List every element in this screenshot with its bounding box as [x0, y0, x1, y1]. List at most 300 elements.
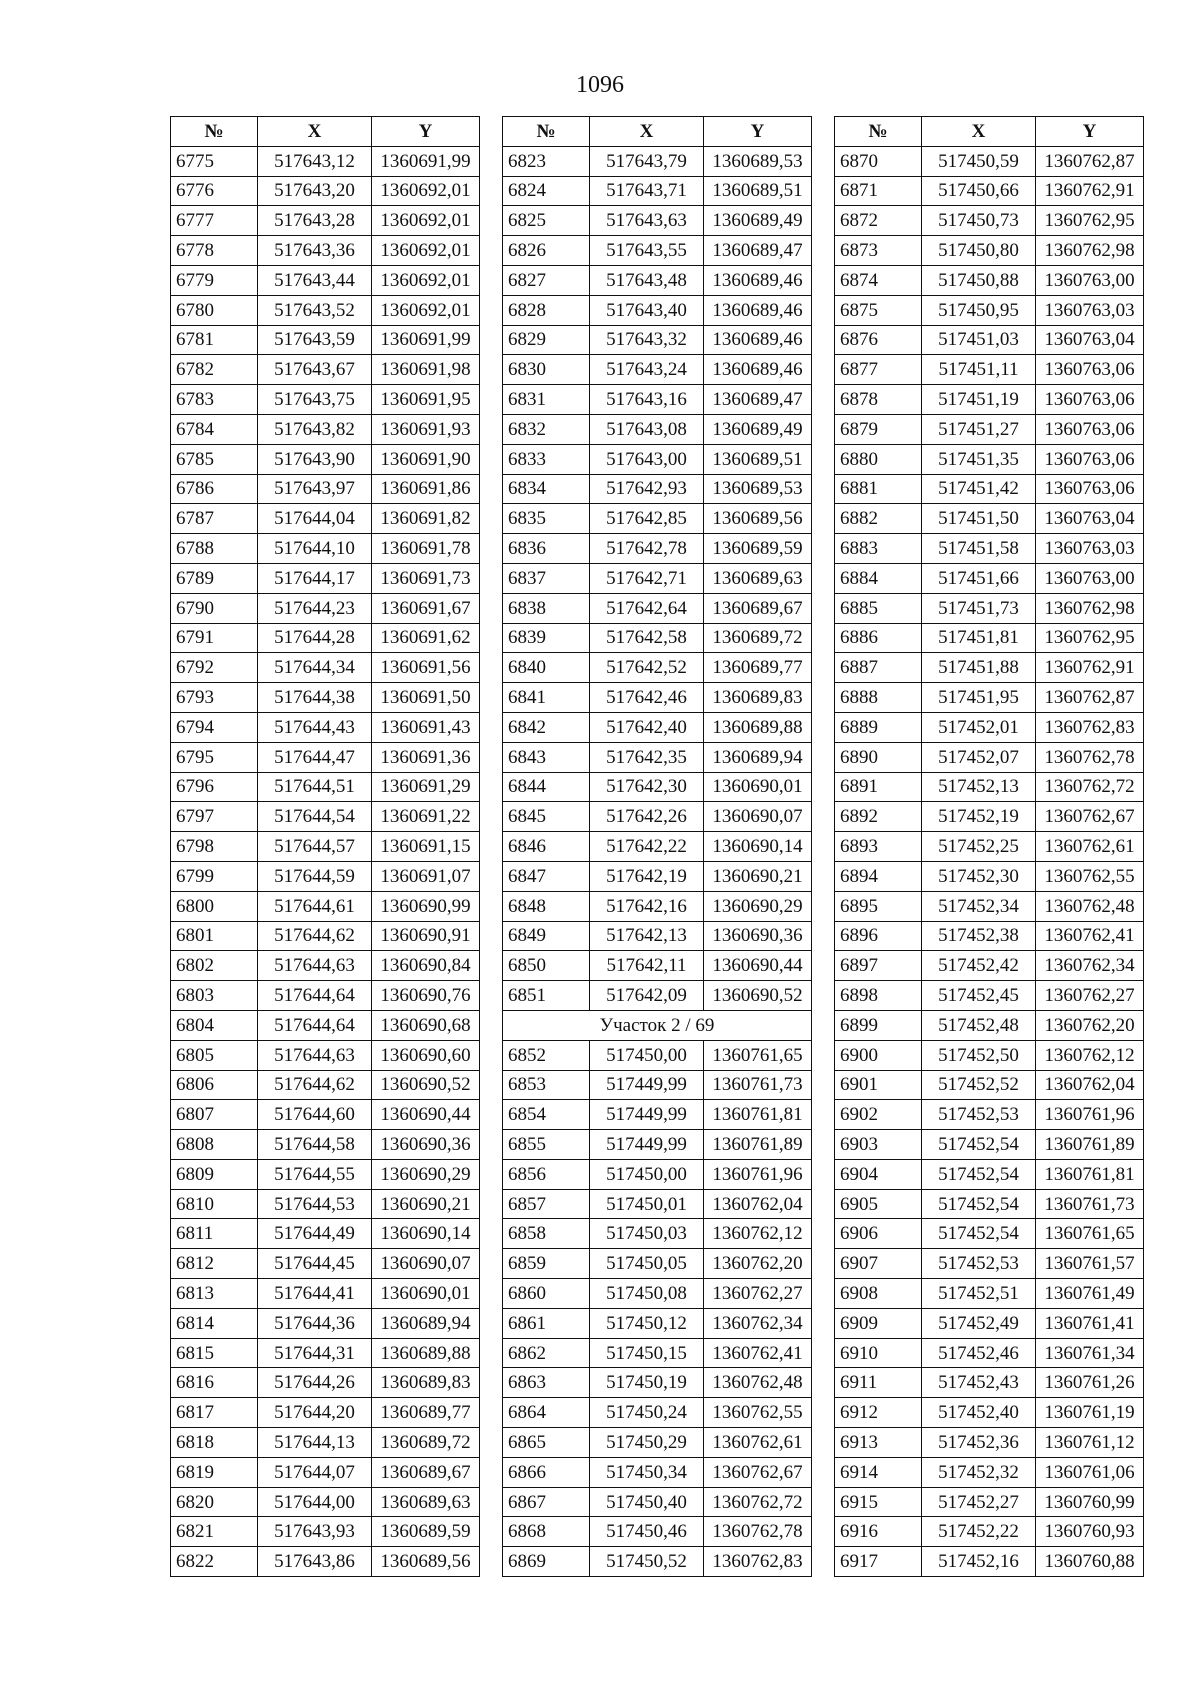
table-row: [171, 951, 480, 981]
cell-num: 6842: [503, 712, 590, 742]
cell-y: 1360762,91: [1036, 653, 1144, 683]
table-row: [835, 742, 1144, 772]
cell-x: 517451,95: [922, 683, 1036, 713]
cell-x: 517452,54: [922, 1159, 1036, 1189]
table-row: [171, 623, 480, 653]
cell-y: 1360763,06: [1036, 355, 1144, 385]
cell-y: 1360689,56: [372, 1547, 480, 1577]
cell-num: 6829: [503, 325, 590, 355]
cell-num: 6810: [171, 1189, 258, 1219]
cell-x: 517644,63: [258, 951, 372, 981]
cell-y: 1360691,50: [372, 683, 480, 713]
cell-y: 1360762,61: [704, 1428, 812, 1458]
cell-num: 6915: [835, 1487, 922, 1517]
cell-y: 1360689,46: [704, 265, 812, 295]
table-row: [171, 236, 480, 266]
cell-x: 517449,99: [590, 1100, 704, 1130]
cell-num: 6818: [171, 1428, 258, 1458]
table-row: [171, 1189, 480, 1219]
cell-num: 6807: [171, 1100, 258, 1130]
cell-x: 517643,63: [590, 206, 704, 236]
cell-num: 6887: [835, 653, 922, 683]
table-row: [171, 772, 480, 802]
cell-num: 6789: [171, 563, 258, 593]
cell-x: 517452,22: [922, 1517, 1036, 1547]
table-row: [171, 444, 480, 474]
cell-num: 6871: [835, 176, 922, 206]
cell-y: 1360762,98: [1036, 236, 1144, 266]
cell-num: 6874: [835, 265, 922, 295]
cell-num: 6870: [835, 146, 922, 176]
header-num: №: [503, 117, 590, 147]
cell-x: 517452,16: [922, 1547, 1036, 1577]
cell-x: 517642,78: [590, 534, 704, 564]
header-num: №: [835, 117, 922, 147]
cell-num: 6847: [503, 861, 590, 891]
cell-x: 517451,42: [922, 474, 1036, 504]
cell-y: 1360690,60: [372, 1040, 480, 1070]
cell-y: 1360762,41: [704, 1338, 812, 1368]
cell-y: 1360763,06: [1036, 385, 1144, 415]
cell-x: 517643,67: [258, 355, 372, 385]
cell-num: 6878: [835, 385, 922, 415]
cell-x: 517450,29: [590, 1428, 704, 1458]
cell-y: 1360763,06: [1036, 414, 1144, 444]
cell-x: 517643,00: [590, 444, 704, 474]
cell-num: 6854: [503, 1100, 590, 1130]
cell-y: 1360691,22: [372, 802, 480, 832]
cell-x: 517452,07: [922, 742, 1036, 772]
cell-y: 1360690,07: [704, 802, 812, 832]
cell-num: 6793: [171, 683, 258, 713]
cell-num: 6869: [503, 1547, 590, 1577]
cell-x: 517644,62: [258, 1070, 372, 1100]
cell-num: 6912: [835, 1398, 922, 1428]
cell-num: 6902: [835, 1100, 922, 1130]
cell-y: 1360762,95: [1036, 623, 1144, 653]
table-row: [503, 504, 812, 534]
cell-num: 6822: [171, 1547, 258, 1577]
cell-num: 6816: [171, 1368, 258, 1398]
cell-num: 6803: [171, 981, 258, 1011]
cell-x: 517452,25: [922, 832, 1036, 862]
cell-y: 1360690,01: [372, 1279, 480, 1309]
header-y: Y: [1036, 117, 1144, 147]
table-row: [503, 772, 812, 802]
cell-y: 1360689,77: [372, 1398, 480, 1428]
table-row: [835, 981, 1144, 1011]
cell-y: 1360762,78: [704, 1517, 812, 1547]
table-row: [171, 206, 480, 236]
cell-num: 6916: [835, 1517, 922, 1547]
cell-y: 1360761,89: [704, 1130, 812, 1160]
cell-num: 6823: [503, 146, 590, 176]
cell-y: 1360691,99: [372, 325, 480, 355]
table-row: [171, 504, 480, 534]
cell-x: 517642,46: [590, 683, 704, 713]
cell-num: 6808: [171, 1130, 258, 1160]
table-row: [171, 861, 480, 891]
cell-num: 6782: [171, 355, 258, 385]
cell-x: 517644,54: [258, 802, 372, 832]
cell-x: 517643,16: [590, 385, 704, 415]
cell-x: 517644,23: [258, 593, 372, 623]
cell-x: 517450,00: [590, 1159, 704, 1189]
table-row: [503, 206, 812, 236]
table-row: [503, 921, 812, 951]
cell-y: 1360762,83: [1036, 712, 1144, 742]
table-row: [171, 1368, 480, 1398]
cell-num: 6839: [503, 623, 590, 653]
cell-y: 1360761,26: [1036, 1368, 1144, 1398]
header-num: №: [171, 117, 258, 147]
cell-num: 6836: [503, 534, 590, 564]
coordinates-table-2: [502, 116, 812, 1577]
cell-x: 517642,71: [590, 563, 704, 593]
cell-x: 517643,52: [258, 295, 372, 325]
cell-x: 517451,81: [922, 623, 1036, 653]
header-y: Y: [704, 117, 812, 147]
cell-y: 1360689,67: [704, 593, 812, 623]
cell-x: 517642,85: [590, 504, 704, 534]
table-row: [835, 1487, 1144, 1517]
cell-num: 6792: [171, 653, 258, 683]
cell-y: 1360692,01: [372, 265, 480, 295]
cell-num: 6895: [835, 891, 922, 921]
cell-y: 1360761,96: [1036, 1100, 1144, 1130]
table-row: [835, 1338, 1144, 1368]
cell-y: 1360762,98: [1036, 593, 1144, 623]
table-row: [835, 1517, 1144, 1547]
cell-y: 1360691,98: [372, 355, 480, 385]
cell-num: 6802: [171, 951, 258, 981]
cell-num: 6914: [835, 1457, 922, 1487]
table-row: [835, 534, 1144, 564]
cell-x: 517450,12: [590, 1308, 704, 1338]
cell-num: 6783: [171, 385, 258, 415]
table-row: [503, 1100, 812, 1130]
table-row: [171, 1398, 480, 1428]
table-row: [835, 1010, 1144, 1040]
cell-x: 517452,27: [922, 1487, 1036, 1517]
cell-y: 1360690,84: [372, 951, 480, 981]
cell-x: 517643,28: [258, 206, 372, 236]
cell-y: 1360692,01: [372, 206, 480, 236]
cell-num: 6815: [171, 1338, 258, 1368]
cell-x: 517644,53: [258, 1189, 372, 1219]
cell-y: 1360691,95: [372, 385, 480, 415]
cell-num: 6904: [835, 1159, 922, 1189]
cell-num: 6889: [835, 712, 922, 742]
cell-y: 1360762,83: [704, 1547, 812, 1577]
cell-y: 1360690,52: [372, 1070, 480, 1100]
table-row: [503, 1159, 812, 1189]
cell-x: 517451,88: [922, 653, 1036, 683]
cell-x: 517450,08: [590, 1279, 704, 1309]
table-row: [835, 1398, 1144, 1428]
table-row: [835, 1457, 1144, 1487]
table-row: [171, 1219, 480, 1249]
cell-num: 6873: [835, 236, 922, 266]
cell-num: 6827: [503, 265, 590, 295]
cell-x: 517642,09: [590, 981, 704, 1011]
cell-num: 6777: [171, 206, 258, 236]
cell-num: 6834: [503, 474, 590, 504]
cell-x: 517449,99: [590, 1130, 704, 1160]
cell-num: 6910: [835, 1338, 922, 1368]
table-row: [503, 832, 812, 862]
cell-num: 6891: [835, 772, 922, 802]
cell-num: 6866: [503, 1457, 590, 1487]
cell-x: 517644,13: [258, 1428, 372, 1458]
table-row: [171, 1100, 480, 1130]
cell-y: 1360761,81: [704, 1100, 812, 1130]
cell-x: 517644,36: [258, 1308, 372, 1338]
cell-y: 1360690,76: [372, 981, 480, 1011]
table-row: [835, 414, 1144, 444]
cell-y: 1360689,72: [372, 1428, 480, 1458]
cell-x: 517452,45: [922, 981, 1036, 1011]
cell-y: 1360691,15: [372, 832, 480, 862]
cell-x: 517642,16: [590, 891, 704, 921]
table-row: [835, 832, 1144, 862]
table-row: [503, 295, 812, 325]
table-row: [503, 385, 812, 415]
cell-x: 517644,47: [258, 742, 372, 772]
cell-x: 517644,57: [258, 832, 372, 862]
cell-x: 517450,80: [922, 236, 1036, 266]
cell-x: 517452,36: [922, 1428, 1036, 1458]
cell-x: 517643,97: [258, 474, 372, 504]
header-x: X: [590, 117, 704, 147]
table-row: [171, 563, 480, 593]
cell-y: 1360761,34: [1036, 1338, 1144, 1368]
cell-x: 517644,07: [258, 1457, 372, 1487]
table-row: [503, 1308, 812, 1338]
table-row: [503, 1428, 812, 1458]
cell-y: 1360763,04: [1036, 325, 1144, 355]
cell-y: 1360762,04: [704, 1189, 812, 1219]
cell-x: 517644,41: [258, 1279, 372, 1309]
cell-x: 517642,22: [590, 832, 704, 862]
cell-num: 6877: [835, 355, 922, 385]
cell-num: 6819: [171, 1457, 258, 1487]
table-row: [171, 265, 480, 295]
cell-num: 6784: [171, 414, 258, 444]
cell-num: 6861: [503, 1308, 590, 1338]
cell-num: 6879: [835, 414, 922, 444]
cell-x: 517643,82: [258, 414, 372, 444]
cell-y: 1360692,01: [372, 295, 480, 325]
cell-num: 6909: [835, 1308, 922, 1338]
cell-x: 517643,32: [590, 325, 704, 355]
cell-x: 517450,05: [590, 1249, 704, 1279]
cell-y: 1360761,06: [1036, 1457, 1144, 1487]
cell-x: 517644,64: [258, 981, 372, 1011]
cell-num: 6913: [835, 1428, 922, 1458]
cell-y: 1360691,93: [372, 414, 480, 444]
cell-num: 6800: [171, 891, 258, 921]
cell-num: 6860: [503, 1279, 590, 1309]
cell-x: 517450,03: [590, 1219, 704, 1249]
table-row: [835, 325, 1144, 355]
table-row: [503, 891, 812, 921]
cell-x: 517451,27: [922, 414, 1036, 444]
table-row: [835, 861, 1144, 891]
cell-num: 6811: [171, 1219, 258, 1249]
table-row: [503, 414, 812, 444]
cell-num: 6856: [503, 1159, 590, 1189]
cell-x: 517644,62: [258, 921, 372, 951]
cell-y: 1360761,65: [1036, 1219, 1144, 1249]
cell-num: 6859: [503, 1249, 590, 1279]
cell-x: 517452,48: [922, 1010, 1036, 1040]
cell-x: 517644,31: [258, 1338, 372, 1368]
section-label: Участок 2 / 69: [503, 1010, 812, 1040]
cell-y: 1360689,63: [372, 1487, 480, 1517]
table-row: [835, 653, 1144, 683]
table-row: [835, 772, 1144, 802]
cell-y: 1360689,46: [704, 355, 812, 385]
cell-y: 1360762,87: [1036, 683, 1144, 713]
cell-x: 517643,40: [590, 295, 704, 325]
table-row: [503, 1547, 812, 1577]
cell-y: 1360690,36: [704, 921, 812, 951]
table-row: [835, 1100, 1144, 1130]
cell-y: 1360690,01: [704, 772, 812, 802]
cell-num: 6851: [503, 981, 590, 1011]
cell-x: 517644,10: [258, 534, 372, 564]
cell-num: 6841: [503, 683, 590, 713]
table-row: [171, 414, 480, 444]
cell-x: 517451,73: [922, 593, 1036, 623]
table-row: [171, 1547, 480, 1577]
cell-num: 6848: [503, 891, 590, 921]
cell-y: 1360763,04: [1036, 504, 1144, 534]
cell-y: 1360691,62: [372, 623, 480, 653]
cell-x: 517644,55: [258, 1159, 372, 1189]
cell-num: 6893: [835, 832, 922, 862]
cell-num: 6901: [835, 1070, 922, 1100]
cell-x: 517452,51: [922, 1279, 1036, 1309]
cell-x: 517644,64: [258, 1010, 372, 1040]
table-row: [835, 1368, 1144, 1398]
table-row: [503, 593, 812, 623]
cell-num: 6812: [171, 1249, 258, 1279]
cell-y: 1360760,88: [1036, 1547, 1144, 1577]
cell-num: 6905: [835, 1189, 922, 1219]
cell-num: 6852: [503, 1040, 590, 1070]
table-row: [835, 921, 1144, 951]
cell-num: 6790: [171, 593, 258, 623]
cell-x: 517644,20: [258, 1398, 372, 1428]
cell-num: 6865: [503, 1428, 590, 1458]
cell-x: 517642,64: [590, 593, 704, 623]
cell-x: 517451,35: [922, 444, 1036, 474]
table-row: [835, 1547, 1144, 1577]
cell-num: 6805: [171, 1040, 258, 1070]
cell-x: 517452,34: [922, 891, 1036, 921]
cell-y: 1360762,27: [1036, 981, 1144, 1011]
table-row: [171, 1010, 480, 1040]
page-number: 1096: [576, 72, 624, 98]
cell-x: 517643,93: [258, 1517, 372, 1547]
table-row: [835, 474, 1144, 504]
cell-x: 517451,58: [922, 534, 1036, 564]
header-y: Y: [372, 117, 480, 147]
section-row: [503, 1010, 812, 1040]
cell-x: 517642,19: [590, 861, 704, 891]
cell-y: 1360689,46: [704, 325, 812, 355]
cell-y: 1360690,68: [372, 1010, 480, 1040]
cell-y: 1360763,06: [1036, 444, 1144, 474]
table-row: [503, 653, 812, 683]
cell-x: 517452,50: [922, 1040, 1036, 1070]
cell-x: 517452,01: [922, 712, 1036, 742]
cell-num: 6814: [171, 1308, 258, 1338]
cell-y: 1360690,14: [372, 1219, 480, 1249]
cell-num: 6906: [835, 1219, 922, 1249]
cell-y: 1360689,49: [704, 414, 812, 444]
table-row: [171, 1308, 480, 1338]
cell-x: 517450,88: [922, 265, 1036, 295]
cell-y: 1360689,94: [372, 1308, 480, 1338]
table-row: [171, 176, 480, 206]
cell-x: 517450,24: [590, 1398, 704, 1428]
table-row: [835, 802, 1144, 832]
cell-y: 1360761,49: [1036, 1279, 1144, 1309]
table-row: [171, 891, 480, 921]
cell-num: 6849: [503, 921, 590, 951]
cell-y: 1360690,07: [372, 1249, 480, 1279]
table-row: [503, 146, 812, 176]
cell-num: 6785: [171, 444, 258, 474]
cell-x: 517450,40: [590, 1487, 704, 1517]
cell-x: 517644,00: [258, 1487, 372, 1517]
table-row: [171, 325, 480, 355]
cell-num: 6897: [835, 951, 922, 981]
table-row: [503, 1070, 812, 1100]
cell-num: 6817: [171, 1398, 258, 1428]
table-row: [171, 981, 480, 1011]
table-row: [171, 742, 480, 772]
table-row: [835, 355, 1144, 385]
cell-num: 6864: [503, 1398, 590, 1428]
cell-num: 6796: [171, 772, 258, 802]
cell-num: 6830: [503, 355, 590, 385]
cell-x: 517642,30: [590, 772, 704, 802]
header-x: X: [258, 117, 372, 147]
table-row: [171, 1279, 480, 1309]
cell-x: 517642,93: [590, 474, 704, 504]
cell-y: 1360689,67: [372, 1457, 480, 1487]
table-row: [171, 1040, 480, 1070]
table-row: [171, 1457, 480, 1487]
table-row: [835, 1219, 1144, 1249]
cell-x: 517451,11: [922, 355, 1036, 385]
table-row: [503, 1189, 812, 1219]
cell-x: 517451,50: [922, 504, 1036, 534]
cell-y: 1360762,67: [1036, 802, 1144, 832]
cell-y: 1360691,82: [372, 504, 480, 534]
cell-x: 517450,00: [590, 1040, 704, 1070]
cell-x: 517451,03: [922, 325, 1036, 355]
cell-x: 517452,53: [922, 1249, 1036, 1279]
cell-x: 517452,19: [922, 802, 1036, 832]
table-row: [171, 593, 480, 623]
table-row: [171, 474, 480, 504]
cell-y: 1360762,48: [1036, 891, 1144, 921]
